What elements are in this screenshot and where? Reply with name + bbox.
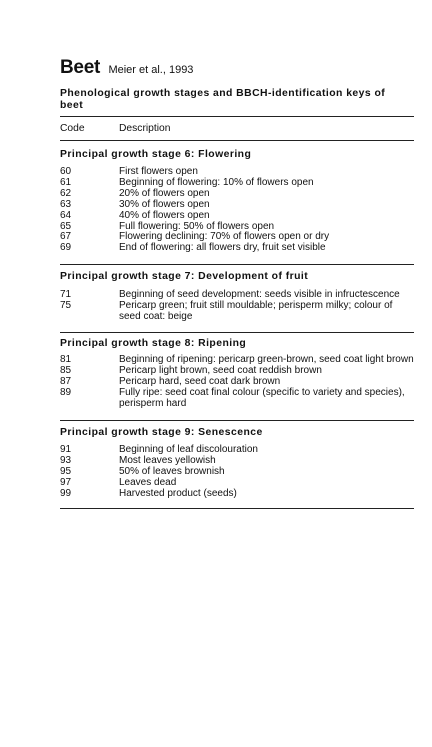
stage-title: Principal growth stage 9: Senescence [60, 427, 263, 438]
table-row [60, 189, 414, 200]
header-rule [60, 140, 414, 141]
row-code: 71 [60, 289, 72, 300]
citation: Meier et al., 1993 [108, 64, 194, 76]
row-description: 20% of flowers open [119, 187, 210, 199]
row-description: Leaves dead [119, 476, 177, 488]
row-description: Harvested product (seeds) [119, 487, 237, 499]
section-rule [60, 332, 414, 333]
row-code: 93 [60, 454, 72, 466]
column-header-code: Code [60, 123, 85, 134]
row-code: 65 [60, 220, 72, 232]
row-description: Fully ripe: seed coat final colour (specific to variety and species), perisperm hard [119, 386, 405, 409]
table-row [60, 456, 414, 467]
bottom-rule [60, 508, 414, 509]
row-description: 50% of leaves brownish [119, 465, 225, 477]
row-code: 81 [60, 354, 72, 365]
table-row [60, 445, 414, 456]
row-code: 62 [60, 187, 72, 199]
table-row [60, 388, 414, 410]
column-header-description: Description [119, 123, 171, 134]
stage-title: Principal growth stage 6: Flowering [60, 149, 252, 160]
row-description: Full flowering: 50% of flowers open [119, 220, 275, 232]
row-description: Pericarp hard, seed coat dark brown [119, 375, 281, 387]
row-description: 40% of flowers open [119, 209, 210, 221]
table-caption: Phenological growth stages and BBCH-identification keys of beet [60, 88, 386, 111]
table-row [60, 200, 414, 211]
crop-title: Beet [60, 57, 100, 78]
section-rule [60, 264, 414, 265]
row-code: 89 [60, 386, 72, 398]
row-code: 95 [60, 465, 72, 477]
stage-rows [60, 290, 414, 323]
row-description: Beginning of ripening: pericarp green-brown, seed coat light brown [119, 354, 414, 365]
row-description: End of flowering: all flowers dry, fruit set visible [119, 242, 326, 254]
row-description: Flowering declining: 70% of flowers open or dry [119, 231, 330, 243]
row-description: Beginning of leaf discolouration [119, 444, 258, 455]
row-description: 30% of flowers open [119, 198, 210, 210]
row-code: 64 [60, 209, 72, 221]
row-code: 87 [60, 375, 72, 387]
table-row [60, 478, 414, 489]
row-description: First flowers open [119, 166, 198, 177]
stage-title: Principal growth stage 8: Ripening [60, 338, 247, 349]
table-row [60, 243, 414, 254]
title-row [60, 57, 193, 79]
row-code: 99 [60, 487, 72, 499]
section-rule [60, 420, 414, 421]
row-description: Most leaves yellowish [119, 454, 216, 466]
row-code: 60 [60, 166, 72, 177]
stage-rows [60, 167, 414, 254]
table-row [60, 467, 414, 478]
table-row [60, 211, 414, 222]
stage-rows [60, 445, 414, 500]
table-row [60, 301, 414, 323]
stage-title: Principal growth stage 7: Development of fruit [60, 271, 309, 282]
table-row [60, 489, 414, 500]
row-code: 63 [60, 198, 72, 210]
top-rule [60, 116, 414, 117]
row-description: Beginning of seed development: seeds visible in infructescence [119, 289, 400, 300]
row-description: Beginning of flowering: 10% of flowers open [119, 176, 314, 188]
row-code: 85 [60, 364, 72, 376]
stage-rows [60, 355, 414, 410]
row-description: Pericarp green; fruit still mouldable; perisperm milky; colour of seed coat: beige [119, 299, 393, 322]
row-code: 75 [60, 299, 72, 311]
row-code: 91 [60, 444, 72, 455]
row-code: 61 [60, 176, 72, 188]
table-row [60, 178, 414, 189]
row-code: 97 [60, 476, 72, 488]
row-description: Pericarp light brown, seed coat reddish brown [119, 364, 322, 376]
row-code: 67 [60, 231, 72, 243]
row-code: 69 [60, 242, 72, 254]
